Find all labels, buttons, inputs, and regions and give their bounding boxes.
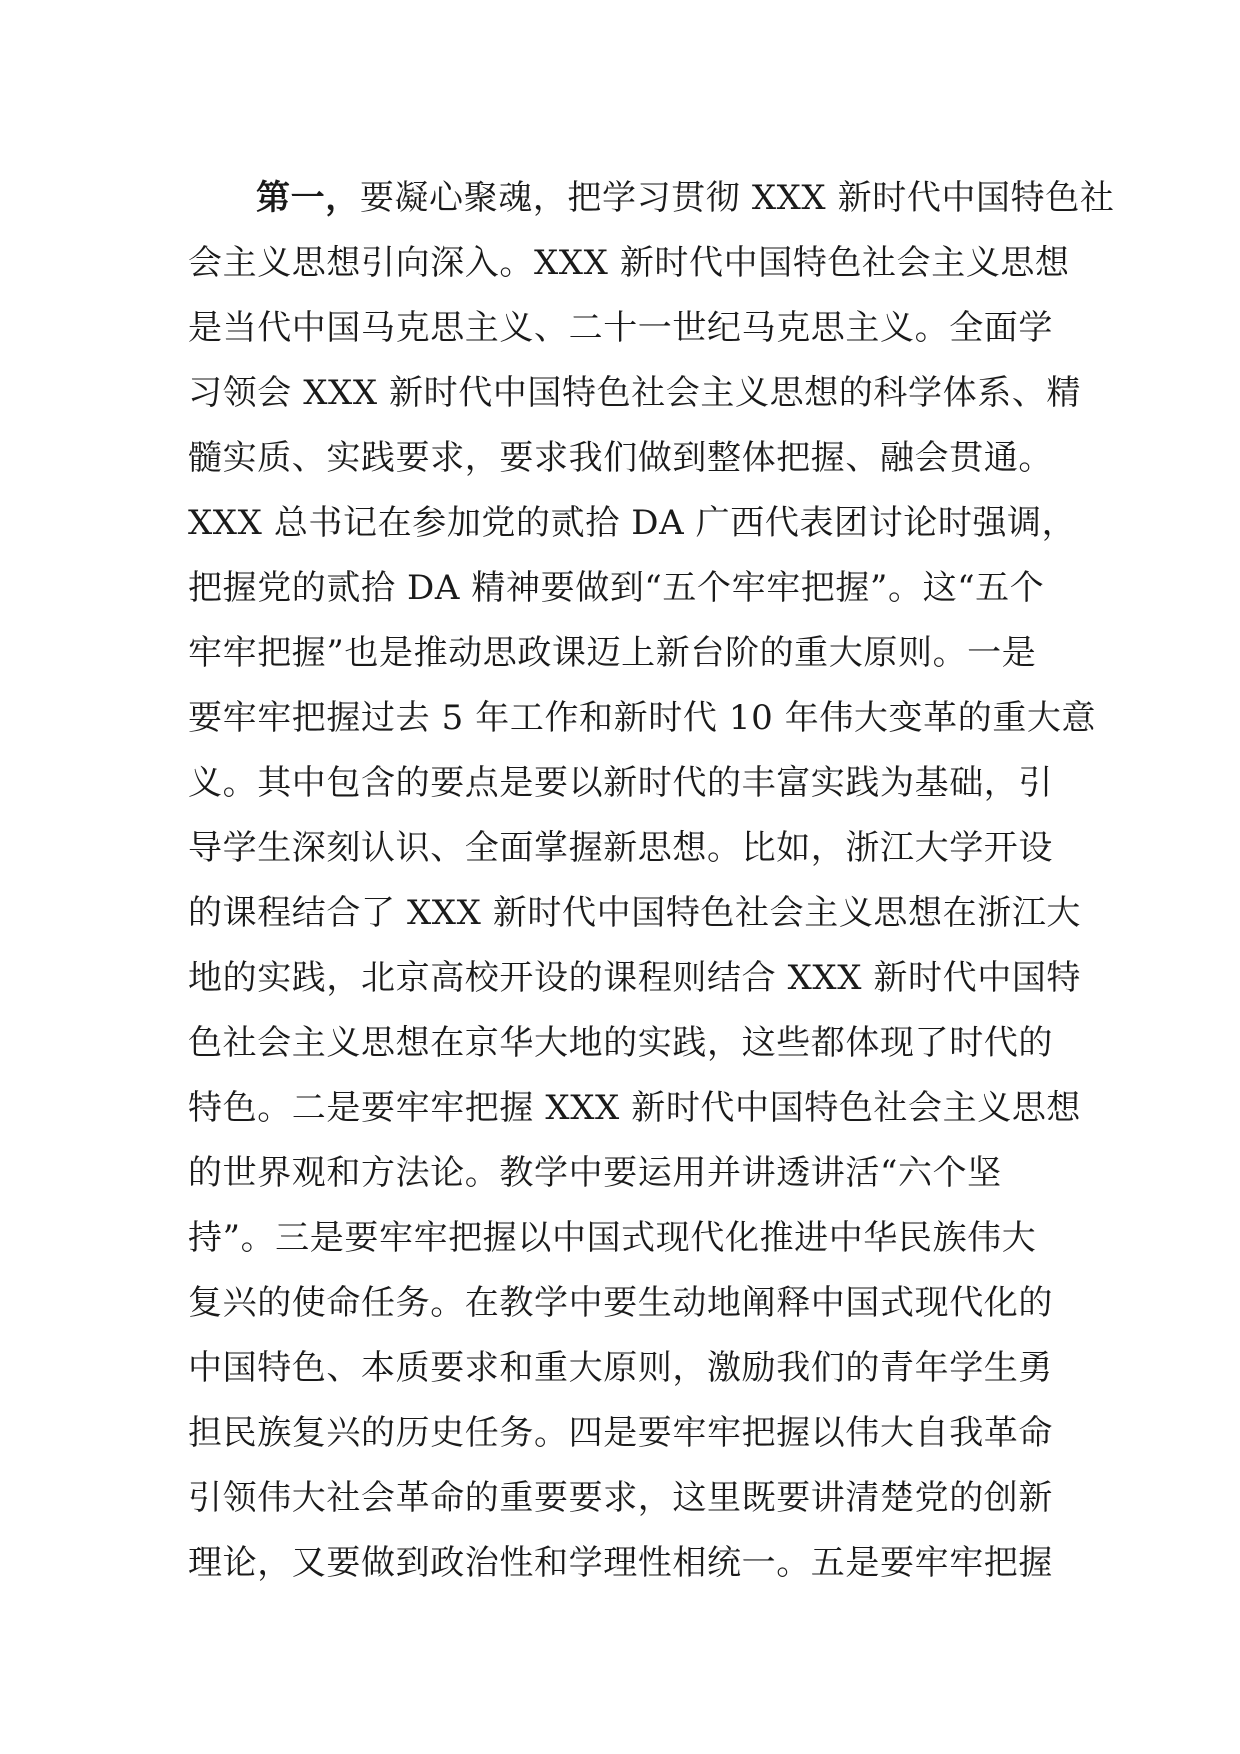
paragraph-line-1 [188,166,1115,231]
paragraph-line: 持”。三是要牢牢把握以中国式现代化推进中华民族伟大 [188,1218,1037,1258]
paragraph-line: XXX 总书记在参加党的贰拾 DA 广西代表团讨论时强调， [188,503,1077,543]
paragraph-line: 的世界观和方法论。教学中要运用并讲透讲活“六个坚 [188,1153,1002,1193]
paragraph-line: 要牢牢把握过去 5 年工作和新时代 10 年伟大变革的重大意 [188,698,1097,738]
paragraph-line: 引领伟大社会革命的重要要求，这里既要讲清楚党的创新 [188,1478,1053,1518]
body-paragraph [188,166,1115,1596]
paragraph-line: 地的实践，北京高校开设的课程则结合 XXX 新时代中国特 [188,958,1082,998]
paragraph-lead: 第一， [256,178,360,218]
paragraph-line: 的课程结合了 XXX 新时代中国特色社会主义思想在浙江大 [188,893,1082,933]
paragraph-line: 牢牢把握”也是推动思政课迈上新台阶的重大原则。一是 [188,633,1037,673]
paragraph-line: 习领会 XXX 新时代中国特色社会主义思想的科学体系、精 [188,373,1082,413]
paragraph-line: 特色。二是要牢牢把握 XXX 新时代中国特色社会主义思想 [188,1088,1082,1128]
paragraph-line-text: 要凝心聚魂，把学习贯彻 XXX 新时代中国特色社 [359,178,1115,218]
paragraph-line: 把握党的贰拾 DA 精神要做到“五个牢牢把握”。这“五个 [188,568,1045,608]
paragraph-line: 担民族复兴的历史任务。四是要牢牢把握以伟大自我革命 [188,1413,1053,1453]
paragraph-line: 复兴的使命任务。在教学中要生动地阐释中国式现代化的 [188,1283,1053,1323]
paragraph-line: 会主义思想引向深入。XXX 新时代中国特色社会主义思想 [188,243,1070,283]
paragraph-line: 导学生深刻认识、全面掌握新思想。比如，浙江大学开设 [188,828,1053,868]
paragraph-line: 是当代中国马克思主义、二十一世纪马克思主义。全面学 [188,308,1053,348]
paragraph-line: 色社会主义思想在京华大地的实践，这些都体现了时代的 [188,1023,1053,1063]
paragraph-line: 理论，又要做到政治性和学理性相统一。五是要牢牢把握 [188,1543,1053,1583]
paragraph-line: 髓实质、实践要求，要求我们做到整体把握、融会贯通。 [188,438,1053,478]
paragraph-line: 中国特色、本质要求和重大原则，激励我们的青年学生勇 [188,1348,1053,1388]
paragraph-line: 义。其中包含的要点是要以新时代的丰富实践为基础，引 [188,763,1053,803]
